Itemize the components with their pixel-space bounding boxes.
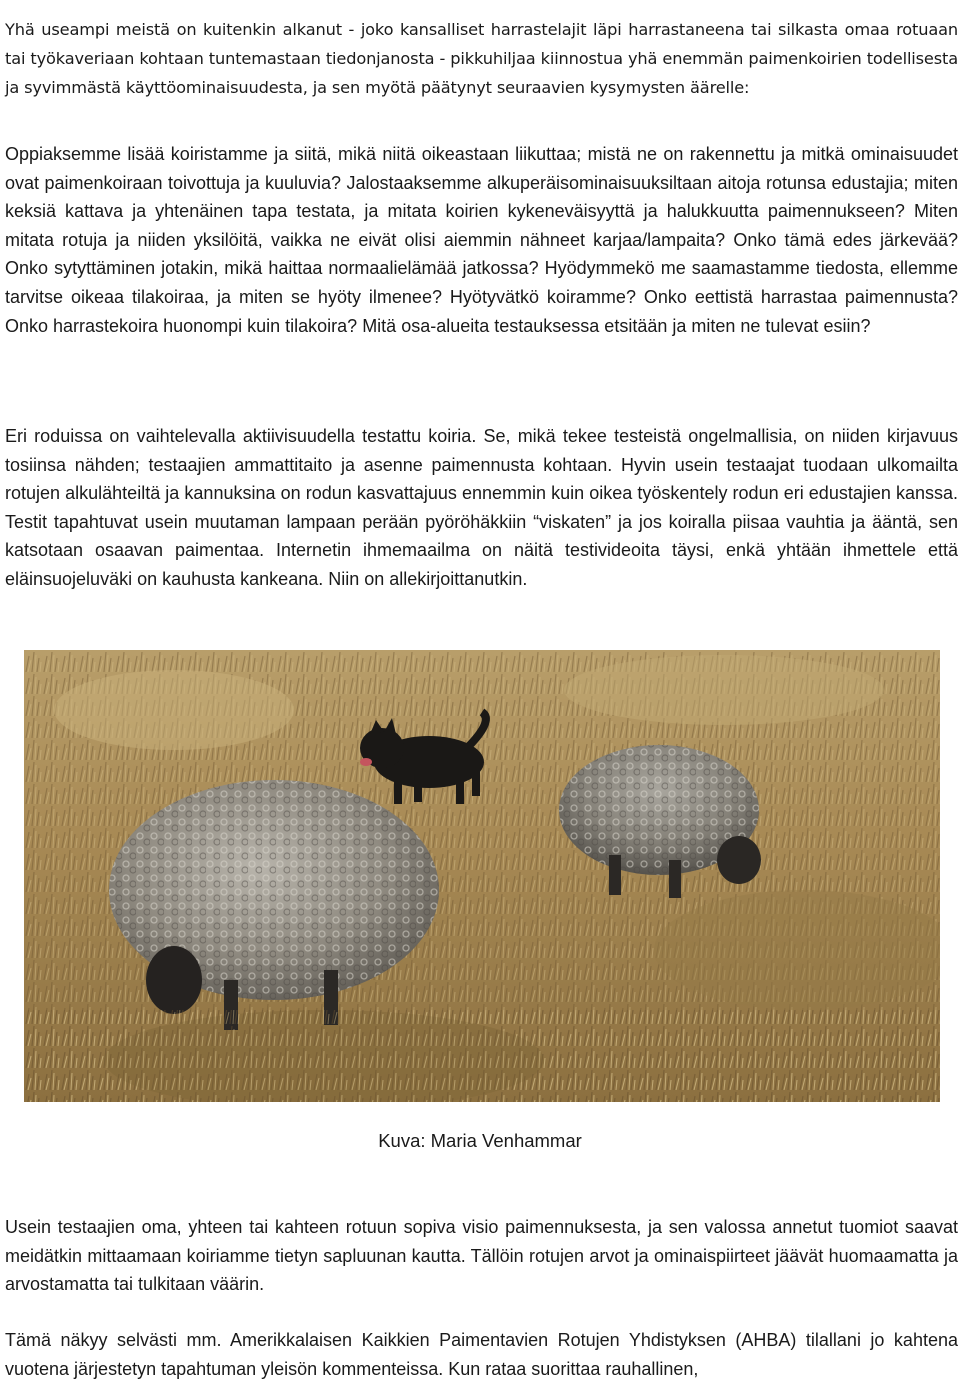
paragraph-vision: Usein testaajien oma, yhteen tai kahteen rotuun sopiva visio paimennuksesta, ja sen valossa annetut tuomiot saavat meidätkin mittaamaan koiriamme tietyn sapluunan kautta. Tällöin rotujen arvot ja ominaispiirteet jäävät huomaamatta ja arvostamatta tai tulkitaan väärin.	[5, 1217, 958, 1295]
paragraph-testing: Eri roduissa on vaihtelevalla aktiivisuudella testattu koiria. Se, mikä tekee testeistä ongelmallisia, on niiden kirjavuus tosiinsa nähden; testaajien ammattitaito ja asenne paimennusta kohtaan. Hyvin usein testaajat tuodaan ulkomailta rotujen alkulähteiltä ja kannuksina on rodun kasvattajuus ennemmin kuin oikea työskentely rodun eri edustajien kanssa. Testit tapahtuvat usein muutaman lampaan perään pyöröhäkkiin “viskaten” ja jos koiralla piisaa vauhtia ja ääntä, sen katsotaan osaavan paimentaa. Internetin ihmemaailma on näitä testivideoita täysi, enkä yhtään ihmettele että eläinsuojeluväki on kauhusta kankeana. Niin on allekirjoittanutkin.	[5, 426, 958, 589]
paragraph-intro: Yhä useampi meistä on kuitenkin alkanut - joko kansalliset harrastelajit läpi harrastaneena tai silkasta omaa rotuaan tai työkaveriaan kohtaan tuntemastaan tiedonjanosta - pikkuhiljaa kiinnostua yhä enemmän paimenkoirien todellisesta ja syvimmästä käyttöominaisuudesta, ja sen myötä päätynyt seuraavien kysymysten äärelle:	[5, 20, 958, 97]
photo-caption: Kuva: Maria Venhammar	[378, 1130, 582, 1151]
paragraph-questions: Oppiaksemme lisää koiristamme ja siitä, mikä niitä oikeastaan liikuttaa; mistä ne on rakennettu ja mitkä ominaisuudet ovat paimenkoiraan toivottuja ja kuuluvia? Jalostaaksemme alkuperäisominaisuuksiltaan aitoja rotunsa edustajia; miten keksiä kattava ja yhtenäinen tapa testata, ja mitata koirien kykeneväisyyttä ja halukkuutta paimennukseen? Miten mitata rotuja ja niiden yksilöitä, vaikka ne eivät olisi aiemmin nähneet karjaa/lampaita? Onko tämä edes järkevää? Onko sytyttäminen jotakin, mikä haittaa normaalielämää jatkossa? Hyödymmekö me saamastamme tiedosta, ellemme tarvitse oikeaa tilakoiraa, ja miten se hyöty ilmenee? Hyötyvätkö koiramme? Onko eettistä harrastaa paimennusta? Onko harrastekoira huonompi kuin tilakoira? Mitä osa-alueita testauksessa etsitään ja miten ne tulevat esiin?	[5, 144, 958, 336]
sheep-herding-photo	[24, 650, 940, 1102]
paragraph-ahba: Tämä näkyy selvästi mm. Amerikkalaisen Kaikkien Paimentavien Rotujen Yhdistyksen (AHBA) tilallani jo kahtena vuotena järjestetyn tapahtuman yleisön kommenteissa. Kun rataa suorittaa rauhallinen,	[5, 1330, 958, 1379]
